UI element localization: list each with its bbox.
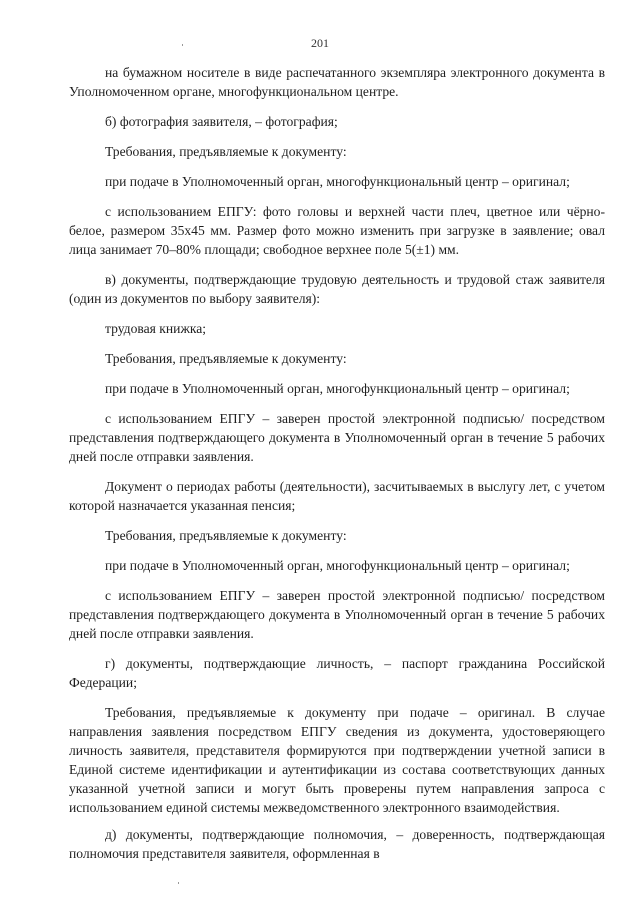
paragraph: с использованием ЕПГУ – заверен простой электронной подписью/ посредством представления подтверждающего документа в Уполномоченный орган в течение 5 рабочих дней после отправки заявления. — [69, 411, 605, 464]
paragraph: трудовая книжка; — [105, 321, 207, 336]
document-body — [69, 63, 605, 871]
paragraph: д) документы, подтверждающие полномочия, – доверенность, подтверждающая полномочия представителя заявителя, оформленная в — [69, 827, 605, 861]
paragraph: в) документы, подтверждающие трудовую деятельность и трудовой стаж заявителя (один из документов по выбору заявителя): — [69, 272, 605, 306]
paragraph: Требования, предъявляемые к документу: — [105, 351, 347, 366]
paragraph: при подаче в Уполномоченный орган, многофункциональный центр – оригинал; — [105, 381, 570, 396]
paragraph: с использованием ЕПГУ: фото головы и верхней части плеч, цветное или чёрно-белое, размером 35х45 мм. Размер фото можно изменить при загрузке в заявление; овал лица занимает 70–80% площади; свободное верхнее поле 5(±1) мм. — [69, 204, 605, 257]
paragraph: г) документы, подтверждающие личность, – паспорт гражданина Российской Федерации; — [69, 656, 605, 690]
paragraph: Требования, предъявляемые к документу при подаче – оригинал. В случае направления заявления посредством ЕПГУ сведения из документа, удостоверяющего личность заявителя, представителя формируются при подтверждении учетной записи в Единой системе идентификации и аутентификации из состава соответствующих данных указанной учетной записи и могут быть проверены путем направления запроса с использованием единой системы межведомственного электронного взаимодействия. — [69, 705, 605, 815]
scan-speck — [182, 44, 183, 46]
paragraph: с использованием ЕПГУ – заверен простой электронной подписью/ посредством представления подтверждающего документа в Уполномоченный орган в течение 5 рабочих дней после отправки заявления. — [69, 588, 605, 641]
paragraph: Требования, предъявляемые к документу: — [105, 144, 347, 159]
paragraph: Требования, предъявляемые к документу: — [105, 528, 347, 543]
paragraph: на бумажном носителе в виде распечатанного экземпляра электронного документа в Уполномоченном органе, многофункциональном центре. — [69, 65, 605, 99]
paragraph: при подаче в Уполномоченный орган, многофункциональный центр – оригинал; — [105, 174, 570, 189]
scan-speck — [178, 882, 179, 884]
page-number: 201 — [311, 36, 329, 50]
paragraph: при подаче в Уполномоченный орган, многофункциональный центр – оригинал; — [105, 558, 570, 573]
paragraph: Документ о периодах работы (деятельности), засчитываемых в выслугу лет, с учетом которой назначается указанная пенсия; — [69, 479, 605, 513]
paragraph: б) фотография заявителя, – фотография; — [105, 114, 338, 129]
